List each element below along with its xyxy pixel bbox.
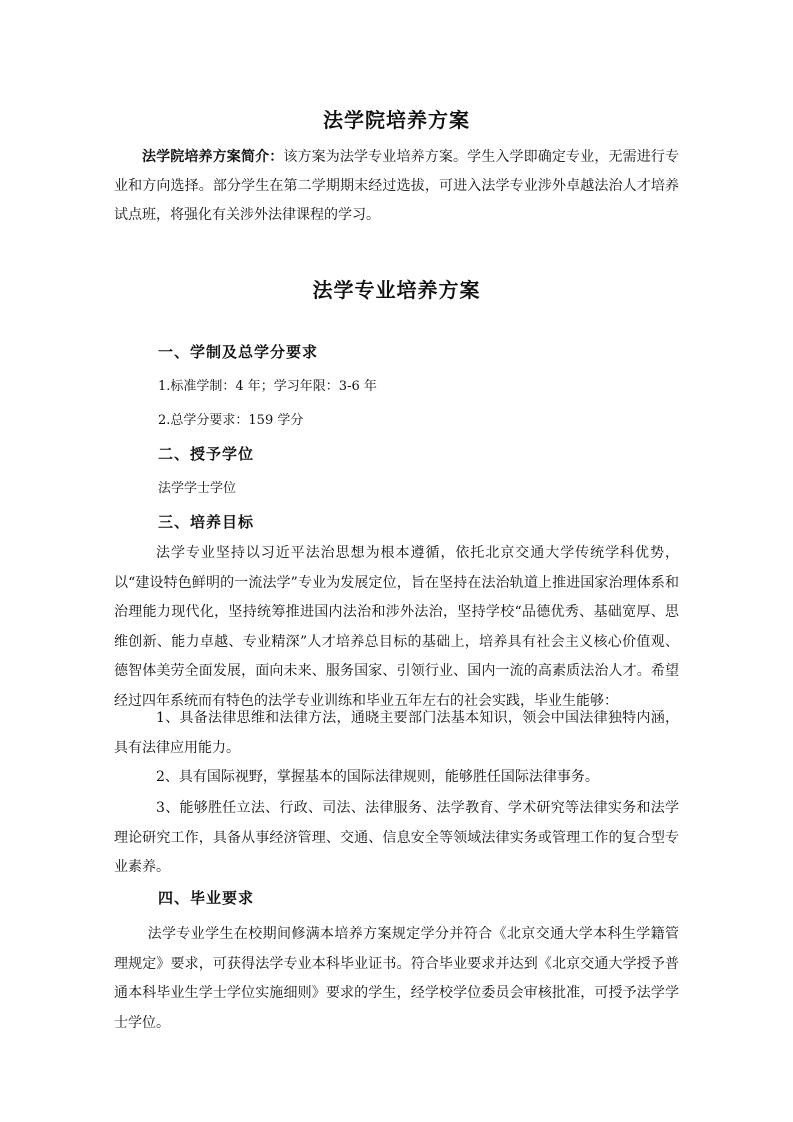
heading-duration-credits: 一、学制及总学分要求 — [158, 343, 319, 361]
section-subtitle: 法学专业培养方案 — [312, 278, 481, 302]
intro-lead: 法学院培养方案简介： — [142, 149, 284, 165]
standard-duration-line: 1.标准学制：4 年；学习年限：3-6 年 — [158, 379, 377, 394]
intro-body: 该方案为法学专业培养方案。学生入学即确定专业，无需进行专业和方向选择。部分学生在第二学期期末经过选拔，可进入法学专业涉外卓越法治人才培养试点班，将强化有关涉外法律课程的学习。 — [114, 149, 680, 223]
objective-item-3: 3、能够胜任立法、行政、司法、法律服务、法学教育、学术研究等法律实务和法学理论研究工作，具备从事经济管理、交通、信息安全等领域法律实务或管理工作的复合型专业素养。 — [114, 800, 679, 875]
document-title: 法学院培养方案 — [323, 108, 470, 132]
intro-paragraph — [114, 143, 679, 230]
heading-degree: 二、授予学位 — [158, 445, 255, 463]
total-credits-line: 2.总学分要求：159 学分 — [158, 413, 304, 428]
objectives-paragraph: 法学专业坚持以习近平法治思想为根本遵循，依托北京交通大学传统学科优势，以“建设特色鲜明的一流法学”专业为发展定位，旨在坚持在法治轨道上推进国家治理体系和治理能力现代化，坚持统筹推进国内法治和涉外法治，坚持学校“品德优秀、基础宽厚、思维创新、能力卓越、专业精深”人才培养总目标的基础上，培养具有社会主义核心价值观、德智体美劳全面发展，面向未来、服务国家、引领行业、国内一流的高素质法治人才。希望经过四年系统而有特色的法学专业训练和毕业五年左右的社会实践，毕业生能够： — [114, 545, 679, 709]
heading-graduation: 四、毕业要求 — [158, 889, 255, 907]
objective-item-1: 1、具备法律思维和法律方法，通晓主要部门法基本知识，领会中国法律独特内涵，具有法律应用能力。 — [114, 710, 679, 756]
graduation-paragraph: 法学专业学生在校期间修满本培养方案规定学分并符合《北京交通大学本科生学籍管理规定》要求，可获得法学专业本科毕业证书。符合毕业要求并达到《北京交通大学授予普通本科毕业生学士学位实施细则》要求的学生，经学校学位委员会审核批准，可授予法学学士学位。 — [114, 926, 679, 1031]
objective-item-2: 2、具有国际视野，掌握基本的国际法律规则，能够胜任国际法律事务。 — [156, 769, 599, 785]
degree-line: 法学学士学位 — [158, 481, 237, 496]
heading-objectives: 三、培养目标 — [158, 513, 255, 531]
